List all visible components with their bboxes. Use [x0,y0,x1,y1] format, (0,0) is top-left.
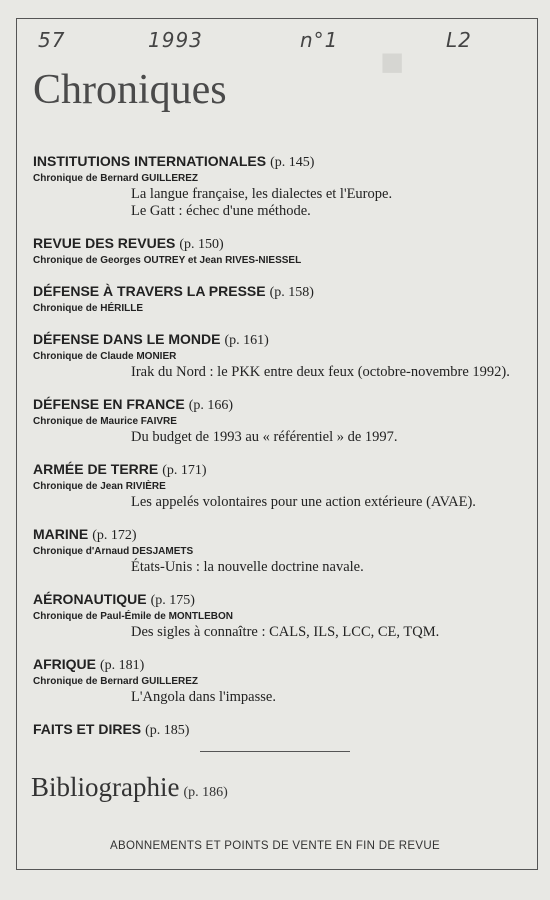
chronicle-title: MARINE [33,526,89,542]
chronicle-entry [33,460,523,511]
page-title: Chroniques [33,67,227,113]
article-list [131,494,523,511]
chronicle-heading [33,720,523,740]
chronicle-page: (p. 172) [92,528,137,543]
handwritten-note-2: 1993 [148,28,203,52]
chronicle-author: Chronique de Bernard GUILLEREZ [33,676,199,687]
chronicle-page: (p. 161) [224,333,269,348]
chronicle-heading [33,395,523,415]
chronicle-author: Chronique de Claude MONIER [33,351,177,362]
chronicle-title: DÉFENSE À TRAVERS LA PRESSE [33,283,266,299]
chronicle-title: REVUE DES REVUES [33,235,176,251]
chronicle-author: Chronique d'Arnaud DESJAMETS [33,546,194,557]
chronicle-heading [33,152,523,172]
chronicle-entry [33,590,523,641]
show-through-ghost: ■ [380,40,405,84]
bibliography-heading [31,772,228,803]
article-title: L'Angola dans l'impasse. [131,689,276,705]
chronicle-page: (p. 171) [162,463,207,478]
separator-rule [200,751,350,752]
chronicle-title: AÉRONAUTIQUE [33,591,147,607]
article-title: Des sigles à connaître : CALS, ILS, LCC, CE, TQM. [131,624,440,640]
article-list [131,429,523,446]
chronicles-list [33,152,523,754]
chronicle-page: (p. 175) [150,593,195,608]
chronicle-entry [33,525,523,576]
article-title: Le Gatt : échec d'une méthode. [131,203,311,219]
chronicle-heading [33,655,523,675]
chronicle-entry [33,330,523,381]
chronicle-page: (p. 145) [270,155,315,170]
chronicle-title: DÉFENSE EN FRANCE [33,396,185,412]
article-list [131,559,523,576]
article-title: États-Unis : la nouvelle doctrine navale. [131,559,364,575]
chronicle-author: Chronique de Georges OUTREY et Jean RIVES-NIESSEL [33,255,302,266]
article-list [131,364,523,381]
chronicle-heading [33,234,523,254]
handwritten-note-4: L2 [446,28,472,52]
handwritten-note-3: n°1 [300,28,339,52]
article-list [131,186,523,220]
chronicle-title: FAITS ET DIRES [33,721,142,737]
chronicle-title: AFRIQUE [33,656,96,672]
chronicle-heading [33,460,523,480]
chronicle-title: ARMÉE DE TERRE [33,461,159,477]
article-title: Les appelés volontaires pour une action extérieure (AVAE). [131,494,476,510]
article-title: Du budget de 1993 au « référentiel » de 1997. [131,429,398,445]
chronicle-author: Chronique de Maurice FAIVRE [33,416,177,427]
chronicle-entry [33,282,523,316]
chronicle-entry [33,655,523,706]
chronicle-entry [33,720,523,740]
chronicle-page: (p. 166) [188,398,234,413]
chronicle-page: (p. 185) [145,723,190,738]
article-title: Irak du Nord : le PKK entre deux feux (octobre-novembre 1992). [131,364,510,380]
article-list [131,689,523,706]
article-list [131,624,523,641]
chronicle-author: Chronique de Jean RIVIÈRE [33,481,166,492]
chronicle-title: DÉFENSE DANS LE MONDE [33,331,221,347]
chronicle-page: (p. 158) [269,285,314,300]
chronicle-page: (p. 150) [179,237,224,252]
chronicle-heading [33,330,523,350]
footer-note: ABONNEMENTS ET POINTS DE VENTE EN FIN DE REVUE [110,840,440,852]
bibliography-page: (p. 186) [183,785,228,800]
chronicle-heading [33,282,523,302]
bibliography-label: Bibliographie [31,772,180,802]
chronicle-heading [33,525,523,545]
chronicle-title: INSTITUTIONS INTERNATIONALES [33,153,267,169]
chronicle-author: Chronique de Bernard GUILLEREZ [33,173,199,184]
article-title: La langue française, les dialectes et l'Europe. [131,186,393,202]
chronicle-author: Chronique de HÉRILLE [33,303,143,314]
chronicle-entry [33,395,523,446]
chronicle-page: (p. 181) [100,658,145,673]
chronicle-heading [33,590,523,610]
chronicle-author: Chronique de Paul-Émile de MONTLEBON [33,611,234,622]
chronicle-entry [33,152,523,220]
chronicle-entry [33,234,523,268]
handwritten-note-1: 57 [38,28,66,52]
